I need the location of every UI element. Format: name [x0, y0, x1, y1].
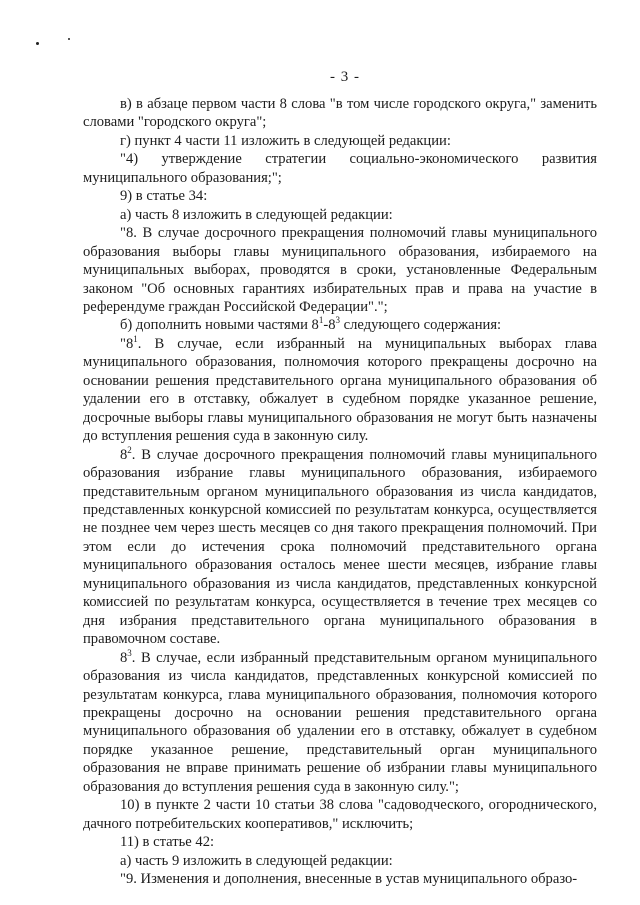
paragraph-text: "8 — [120, 335, 134, 352]
paragraph-text: 8 — [120, 649, 128, 666]
paragraph-text: в) в абзаце первом части 8 слова "в том числе городского округа," заменить словами "городского округа"; — [83, 96, 597, 131]
paragraph — [83, 316, 597, 334]
paragraph-text: . В случае, если избранный представительным органом муниципального образования из числа кандидатов, представленных конкурсной комиссией по результатам конкурса, глава муниципального образования, полномочия которого прекращены досрочно на основании решения представительного органа муниципального образования об удалении его в отставку, обжалует в судебном порядке указанное решение, представительный орган муниципального образования не вправе принимать решение об избрании главы муниципального образования до вступления решения суда в законную силу."; — [83, 649, 597, 795]
paragraph — [83, 335, 597, 446]
paragraph-text: 8 — [120, 446, 128, 463]
paragraph — [83, 833, 597, 851]
paragraph — [83, 870, 597, 888]
paragraph-text: . В случае досрочного прекращения полномочий главы муниципального образования избрание главы муниципального образования, избираемого представительным органом муниципального образования из числа кандидатов, представленных конкурсной комиссией по результатам конкурса, осуществляется не позднее чем через шесть месяцев со дня такого прекращения полномочий. При этом если до истечения срока полномочий представительного органа муниципального образования осталось менее шести месяцев, избрание главы муниципального образования из числа кандидатов, представленных конкурсной комиссией по результатам конкурса, осуществляется в течение трех месяцев со дня избрания представительного органа муниципального образования в правомочном составе. — [83, 446, 597, 648]
paragraph — [83, 95, 597, 132]
paragraph — [83, 649, 597, 797]
scan-speck — [68, 38, 70, 40]
paragraph — [83, 187, 597, 205]
paragraph — [83, 796, 597, 833]
paragraph-text: а) часть 8 изложить в следующей редакции: — [120, 206, 393, 223]
paragraph — [83, 852, 597, 870]
paragraph-text: г) пункт 4 части 11 изложить в следующей редакции: — [120, 132, 451, 149]
paragraph-text: "9. Изменения и дополнения, внесенные в устав муниципального образо- — [120, 871, 578, 888]
superscript: 2 — [127, 444, 132, 455]
paragraph-text: "8. В случае досрочного прекращения полномочий главы муниципального образования выборы главы муниципального образования, избираемого на муниципальных выборах, проводятся в сроки, установленные Федеральным законом "Об основных гарантиях избирательных прав и права на участие в референдуме граждан Российской Федерации"."; — [83, 225, 597, 315]
paragraph — [83, 446, 597, 649]
paragraph-text: 10) в пункте 2 части 10 статьи 38 слова "садоводческого, огороднического, дачного потребительских кооперативов," исключить; — [83, 797, 597, 832]
paragraph-text: "4) утверждение стратегии социально-экономического развития муниципального образования;"; — [83, 151, 597, 186]
superscript: 1 — [318, 315, 324, 326]
paragraph — [83, 206, 597, 224]
paragraph-text: -8 — [323, 317, 336, 334]
paragraph — [83, 224, 597, 316]
scan-speck — [36, 42, 39, 45]
superscript: 3 — [127, 647, 132, 658]
paragraph-text: 11) в статье 42: — [120, 834, 215, 851]
paragraph-text: б) дополнить новыми частями 8 — [120, 317, 319, 334]
paragraph-text: . В случае, если избранный на муниципальных выборах глава муниципального образования, полномочия которого прекращены досрочно на основании решения представительного органа муниципального образования об удалении его в отставку, обжалует в судебном порядке указанное решение, досрочные выборы главы муниципального образования не могут быть назначены до вступления решения суда в законную силу. — [83, 335, 597, 445]
page-number: - 3 - — [330, 69, 360, 85]
scan-specks — [36, 38, 96, 48]
paragraph-text: а) часть 9 изложить в следующей редакции: — [120, 852, 393, 869]
paragraph-text: 9) в статье 34: — [120, 188, 208, 205]
paragraph — [83, 150, 597, 187]
superscript: 3 — [335, 315, 341, 326]
superscript: 1 — [133, 334, 138, 345]
document-body — [83, 95, 597, 888]
paragraph-text: следующего содержания: — [340, 317, 502, 334]
paragraph — [83, 132, 597, 150]
